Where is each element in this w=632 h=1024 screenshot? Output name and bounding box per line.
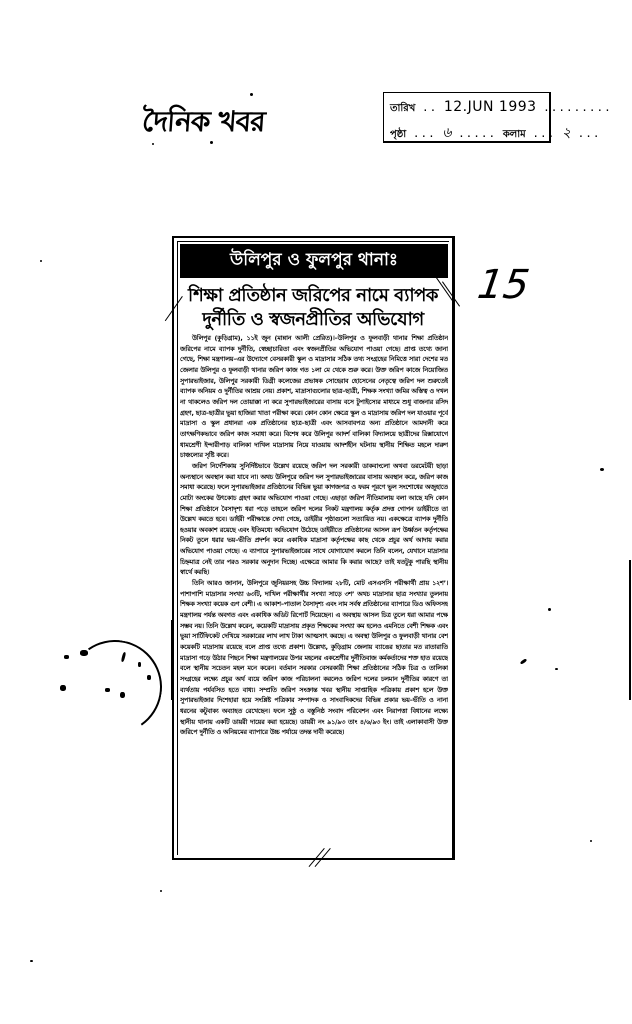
stamp-dots: ... xyxy=(532,127,556,140)
scan-speck xyxy=(590,840,592,842)
scan-speck xyxy=(548,608,551,611)
headline-line-1: শিক্ষা প্রতিষ্ঠান জরিপের নামে ব্যাপক xyxy=(188,285,438,306)
seal-smudge xyxy=(147,675,151,680)
article-paragraph: তিনি আরও জানান, উলিপুরে জুনিয়রসহ উচ্চ বিদ্যালয় ২৮টি, মোট এসএসসি পরীক্ষার্থী প্রায় ১২শ’। পাশাপাশি মাদ্রাসার সংখ্যা ৬৩টি, দাখিল পরীক্ষার্থীর সংখ্যা সাড়ে ৩শ’ অথচ মাদ্রাসার ছাত্র সংখ্যার তুলনায় শিক্ষক সংখ্যা কয়েক গুণ বেশী। এ আকাশ–পাতাল বৈসাদৃশ্য এবং নাম সর্বস্ব প্রতিষ্ঠানের ব্যাপারে ডিও অফিসসহ মন্ত্রণালয় পর্যন্ত অবগত এবং একাধিক অডিট রিপোর্ট দিয়েছেন। এ অবস্থায় আসল চিত্র তুলে ধরা আমার পক্ষে সম্ভব নয়। তিনি উল্লেখ করেন, কয়েকটি মাদ্রাসায় প্রকৃত শিক্ষকের সংখ্যা কম হলেও এমনিতে বেশী শিক্ষক এবং ভুয়া সার্টিফিকেট দেখিয়ে সরকারের লাখ লাখ টাকা আত্মসাৎ করছে। এ অবস্থা উলিপুর ও ফুলবাড়ী থানার বেশ কয়েকটি মাদ্রাসায় রয়েছে বলে প্রাপ্ত তথ্যে প্রকাশ। উল্লেখ্য, কুড়িগ্রাম জেলায় ব্যাঙের ছাতার মত রাতারাতি মাদ্রাসা গড়ে উঠার পিছনে শিক্ষা মন্ত্রণালয়ের উপর মহলের একশ্রেণীর দুর্নীতিবাজ কর্মকর্তাদের শক্ত হাত রয়েছে বলে স্থানীয় সচেতন মহল মনে করেন। বর্তমান সরকার বেসরকারী শিক্ষা প্রতিষ্ঠানের সঠিক চিত্র ও তালিকা সংগ্রহের লক্ষ্যে প্রচুর অর্থ ব্যয়ে জরিপ কাজ পরিচালনা করলেও জরিপ দলের চলমান দুর্নীতির কারণে তা ব্যর্থতায় পর্যবসিত হতে বাধ্য। সম্প্রতি জরিপ সংক্রান্ত খবর স্থানীয় সাপ্তাহিক পত্রিকায় প্রকাশ হলে উক্ত সুপারভাইজার দিশেহারা হয়ে সংশ্লিষ্ট পত্রিকার সম্পাদক ও সাংবাদিকদের বিভিন্ন প্রকার ভয়–ভীতি ও নানা ধরনের কটুবাক্য অব্যাহত রেখেছেন। ফলে সুষ্ঠু ও বস্তুনিষ্ঠ সংবাদ পরিবেশন এবং নিরাপত্তা বিধানের লক্ষ্যে স্থানীয় থানায় একটি ডায়রী দায়ের করা হয়েছে। ডায়রী নং ৯১/৯৩ তাং ৪/৬/৯৩ ইং। তাই এলাকাবাসী উক্ত জরিপে দুর্নীতি ও অনিয়মের ব্যাপারে উচ্চ পর্যায়ে তদন্ত দাবী করেছে। xyxy=(180,580,448,737)
stamp-dots: ... xyxy=(577,127,601,140)
seal-smudge xyxy=(80,650,88,656)
seal-smudge xyxy=(120,692,125,698)
scan-speck xyxy=(30,960,33,962)
scan-speck xyxy=(555,668,558,670)
handwritten-page-number: 15 xyxy=(474,262,533,308)
seal-smudge xyxy=(64,655,69,659)
article-paragraph: উলিপুর (কুড়িগ্রাম), ১১ই জুন (মান্নান আলী প্রেরিত)।–উলিপুর ও ফুলবাড়ী থানার শিক্ষা প্রতিষ্ঠান জরিপের নামে ব্যাপক দুর্নীতি, স্বেচ্ছাচারিতা এবং স্বজনপ্রীতির অভিযোগ পাওয়া গেছে। প্রাপ্ত তথ্যে জানা গেছে, শিক্ষা মন্ত্রণালয়–এর উদ্যোগে বেসরকারী স্কুল ও মাদ্রাসার সঠিক তথ্য সংগ্রহের নিমিত্তে সারা দেশের মত জেলার উলিপুর ও ফুলবাড়ী থানার জরিপ কাজ গত ১লা মে থেকে শুরু করে। উক্ত জরিপ কাজে নিয়োজিত সুপারভাইজার, উলিপুর সরকারী ডিগ্রী কলেজের প্রভাষক সোহেরাব হোসেনের নেতৃত্বে জরিপ দল শুরুতেই ব্যাপক অনিয়ম ও দুর্নীতির আশ্রয় নেয়। প্রকাশ, মাদ্রাসাগুলোর ছাত্র–ছাত্রী, শিক্ষক সংখ্যা জমির অস্তিত্ব ও দখল না থাকলেও জরিপ দল তোয়াক্কা না করে সুপারভাইজারের বাসায় বসে টুপাইস্যের মাধ্যমে শুধু বাজনার রসিদ গ্রহণ, ছাত্র–ছাত্রীর ভুয়া হাজিরা খাতা পরীক্ষা করে। কোন কোন ক্ষেত্রে স্কুল ও মাদ্রাসায় জরিপ দল যাওয়ার পূর্বে মাদ্রাসা ও স্কুল প্রধানরা এক প্রতিষ্ঠানের ছাত্র–ছাত্রী এবং আসবাবপত্র অন্য প্রতিষ্ঠানে আমদানী করে তাৎক্ষণিকভাবে জরিপ কাজ সমাধা করে। বিশেষ করে উলিপুর আদর্শ বালিকা বিদ্যালয়ে ছাত্রীদের রিক্সাযোগে ধামশ্রেণী ইন্দারীপাড় বালিকা দাখিল মাদ্রাসায় নিয়ে যাওয়ায় আদর্শহীন ঘটনায় স্থানীয় শিক্ষিত মহলে দারুণ চাঞ্চল্যের সৃষ্টি করে। xyxy=(180,335,448,460)
right-edge-line xyxy=(629,560,631,700)
scan-speck xyxy=(250,93,253,96)
article-paragraph: জরিপ নির্দেশিকায় সুনির্দিষ্টভাবে উল্লেখ রয়েছে জরিপ দল সরকারী ডাকবাংলো অথবা ডরমেটরী ছাড়া অন্যস্থানে অবস্থান করা যাবে না। অথচ উলিপুরে জরিপ দল সুপারভাইজারের বাসায় অবস্থান করে, জরিপ কাজ সমাধা করেছে। ফলে সুপারভাইজার প্রতিষ্ঠানের বিভিন্ন ভুয়া কাগজপত্র ও ফরম পূরণে ভুল সংশোধের অজুহাতে মোটা অংকের উৎকোচ গ্রহণ করার অভিযোগ পাওয়া গেছে। এছাড়া জরিপ নীতিমালায় বলা আছে যদি কোন শিক্ষা প্রতিষ্ঠানে বৈসাদৃশ্য ধরা পড়ে তাহলে জরিপ দলের নিকট মন্ত্রণালয় কর্তৃক প্রদত্ত গোপন ডাইরীতে তা উল্লেখ করতে হবে। ডাইরী পরীক্ষান্তে দেখা গেছে, ডাইরীর পৃষ্ঠাগুলো সত্যায়িত নয়। একক্ষেত্রে ব্যাপক দুর্নীতি হওয়ার অবকাশ রয়েছে এবং ইতিমধ্যে অভিযোগ উঠেছে ডাইরীতে প্রতিষ্ঠানের আসল রূপ উর্ধ্বতন কর্তৃপক্ষের নিকট তুলে ধরার ভয়–ভীতি প্রদর্শন করে একাধিক মাদ্রাসা কর্তৃপক্ষের কাছ থেকে প্রচুর অর্থ আদায় করার অভিযোগ পাওয়া গেছে। এ ব্যাপারে সুপারভাইজারের সাথে যোগাযোগ করলে তিনি বলেন, যেখানে মাদ্রাসার চিহ্নমাত্র নেই তার পরও সরকার অনুদান দিচ্ছে। এক্ষেত্রে আমার কি করার আছে? তাই যতটুকু পারছি স্থানীয় স্বার্থে করছি। xyxy=(180,462,448,577)
stamp-page-label: পৃষ্ঠা xyxy=(390,129,407,140)
scan-smudge xyxy=(520,658,527,664)
scan-speck xyxy=(40,260,42,262)
stamp-dots: .. xyxy=(421,101,438,114)
newspaper-clipping xyxy=(172,236,455,860)
scan-speck xyxy=(160,890,162,892)
seal-smudge xyxy=(60,685,66,691)
stamp-page-value: ৬ xyxy=(442,125,452,141)
scan-speck xyxy=(600,468,604,471)
article-banner: উলিপুর ও ফুলপুর থানাঃ xyxy=(180,244,448,278)
stamp-dots: ......... xyxy=(543,101,612,114)
stamp-dots: ... xyxy=(412,127,436,140)
article-headline xyxy=(178,284,448,332)
seal-smudge xyxy=(105,688,110,692)
faded-seal-stamp xyxy=(61,633,170,742)
newspaper-masthead: দৈনিক খবর xyxy=(140,105,266,138)
stamp-date-row xyxy=(390,99,612,118)
stamp-column-label: কলাম xyxy=(502,129,526,140)
seal-smudge xyxy=(138,662,141,667)
headline-line-2: দুর্নীতি ও স্বজনপ্রীতির অভিযোগ xyxy=(202,309,424,330)
date-stamp xyxy=(383,92,612,143)
stamp-dots: ..... xyxy=(458,127,497,140)
stamp-column-value: ২ xyxy=(561,125,571,141)
stamp-page-row xyxy=(390,121,600,145)
article-body xyxy=(180,334,448,852)
stamp-date-label: তারিখ xyxy=(390,103,416,114)
stamp-date-value: 12.JUN 1993 xyxy=(443,99,537,115)
